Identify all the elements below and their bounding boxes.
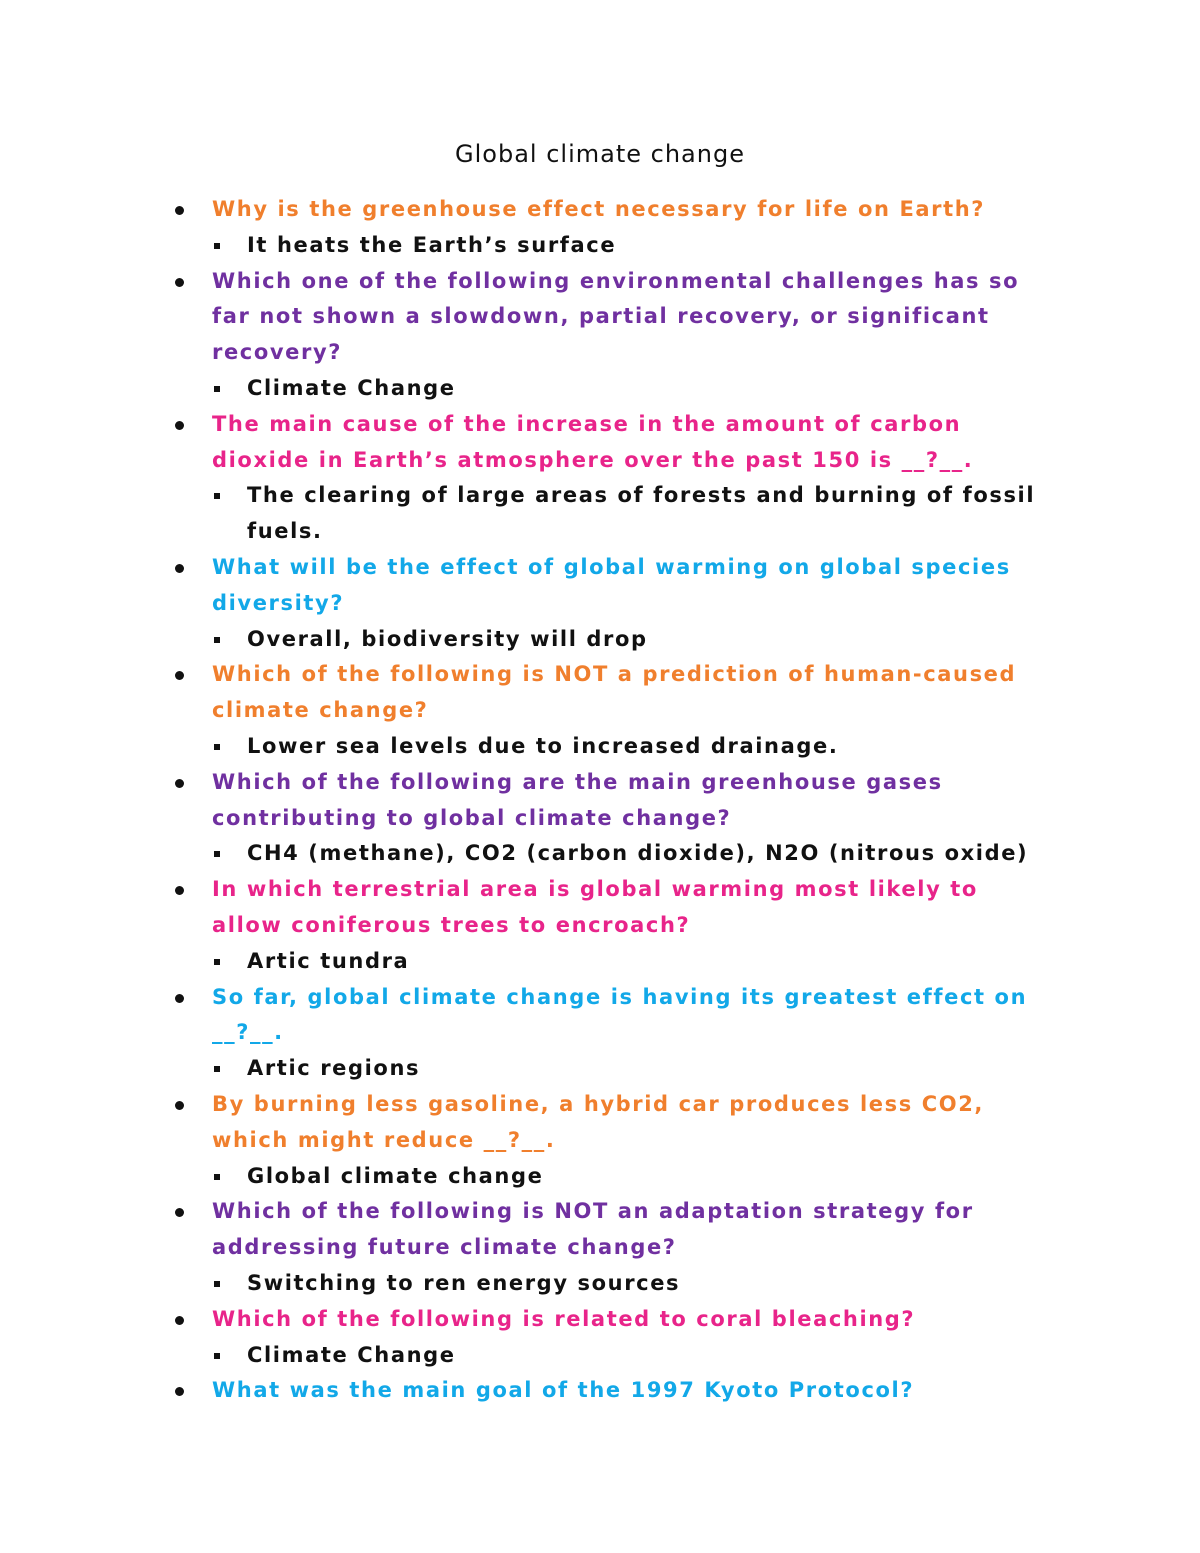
- answer-text: [172, 729, 1052, 765]
- question-text: [172, 1087, 1052, 1159]
- question-label: Which of the following is related to coral bleaching?: [212, 1306, 916, 1331]
- list-item: [172, 192, 1052, 264]
- round-bullet-icon: [175, 1208, 184, 1217]
- square-bullet-icon: [214, 959, 220, 965]
- question-text: [172, 192, 1052, 228]
- question-text: [172, 407, 1052, 479]
- answer-label: Global climate change: [247, 1163, 544, 1188]
- square-bullet-icon: [214, 851, 220, 857]
- question-text: [172, 1194, 1052, 1266]
- square-bullet-icon: [214, 1281, 220, 1287]
- list-item: [172, 1373, 1052, 1409]
- question-text: [172, 765, 1052, 837]
- round-bullet-icon: [175, 1316, 184, 1325]
- round-bullet-icon: [175, 564, 184, 573]
- square-bullet-icon: [214, 637, 220, 643]
- question-label: Which of the following is NOT an adaptation strategy for addressing future climate change?: [212, 1199, 974, 1260]
- square-bullet-icon: [214, 1174, 220, 1180]
- list-item: [172, 765, 1052, 872]
- answer-text: [172, 228, 1052, 264]
- answer-text: [172, 944, 1052, 980]
- question-label: By burning less gasoline, a hybrid car produces less CO2, which might reduce __?__.: [212, 1091, 984, 1152]
- answer-label: The clearing of large areas of forests and burning of fossil fuels.: [247, 483, 1036, 544]
- list-item: [172, 657, 1052, 764]
- round-bullet-icon: [175, 206, 184, 215]
- list-item: [172, 1302, 1052, 1374]
- answer-label: Lower sea levels due to increased drainage.: [247, 733, 839, 758]
- square-bullet-icon: [214, 744, 220, 750]
- question-text: [172, 657, 1052, 729]
- answer-label: It heats the Earth’s surface: [247, 232, 617, 257]
- answer-label: Artic tundra: [247, 948, 410, 973]
- list-item: [172, 550, 1052, 657]
- answer-text: [172, 836, 1052, 872]
- square-bullet-icon: [214, 1353, 220, 1359]
- question-text: [172, 550, 1052, 622]
- round-bullet-icon: [175, 994, 184, 1003]
- list-item: [172, 872, 1052, 979]
- question-label: Which one of the following environmental challenges has so far not shown a slowdown, partial recovery, or significant recovery?: [212, 268, 1020, 365]
- round-bullet-icon: [175, 671, 184, 680]
- question-answer-list: [172, 192, 1052, 1409]
- round-bullet-icon: [175, 1101, 184, 1110]
- answer-label: Switching to ren energy sources: [247, 1270, 681, 1295]
- answer-text: [172, 1159, 1052, 1195]
- answer-text: [172, 622, 1052, 658]
- question-label: What was the main goal of the 1997 Kyoto Protocol?: [212, 1378, 915, 1403]
- answer-text: [172, 478, 1052, 550]
- list-item: [172, 1194, 1052, 1301]
- answer-label: Climate Change: [247, 1342, 456, 1367]
- question-label: Which of the following are the main greenhouse gases contributing to global climate change?: [212, 769, 943, 830]
- answer-label: CH4 (methane), CO2 (carbon dioxide), N2O (nitrous oxide): [247, 841, 1029, 866]
- answer-text: [172, 1266, 1052, 1302]
- square-bullet-icon: [214, 243, 220, 249]
- square-bullet-icon: [214, 386, 220, 392]
- question-label: So far, global climate change is having its greatest effect on __?__.: [212, 984, 1028, 1045]
- answer-text: [172, 1338, 1052, 1374]
- square-bullet-icon: [214, 493, 220, 499]
- question-text: [172, 1373, 1052, 1409]
- round-bullet-icon: [175, 421, 184, 430]
- square-bullet-icon: [214, 1066, 220, 1072]
- question-text: [172, 1302, 1052, 1338]
- answer-text: [172, 1051, 1052, 1087]
- document-title: Global climate change: [455, 140, 745, 168]
- list-item: [172, 1087, 1052, 1194]
- question-label: Which of the following is NOT a prediction of human-caused climate change?: [212, 662, 1017, 723]
- answer-label: Climate Change: [247, 375, 456, 400]
- answer-label: Artic regions: [247, 1056, 421, 1081]
- round-bullet-icon: [175, 278, 184, 287]
- answer-label: Overall, biodiversity will drop: [247, 626, 648, 651]
- round-bullet-icon: [175, 779, 184, 788]
- list-item: [172, 407, 1052, 550]
- question-label: What will be the effect of global warming on global species diversity?: [212, 554, 1011, 615]
- answer-text: [172, 371, 1052, 407]
- question-text: [172, 980, 1052, 1052]
- question-label: Why is the greenhouse effect necessary for life on Earth?: [212, 197, 986, 221]
- list-item: [172, 264, 1052, 407]
- question-text: [172, 872, 1052, 944]
- round-bullet-icon: [175, 886, 184, 895]
- question-text: [172, 264, 1052, 371]
- question-label: In which terrestrial area is global warming most likely to allow coniferous trees to encroach?: [212, 877, 978, 937]
- list-item: [172, 980, 1052, 1087]
- round-bullet-icon: [175, 1387, 184, 1396]
- question-label: The main cause of the increase in the amount of carbon dioxide in Earth’s atmosphere over the past 150 is __?__.: [212, 411, 974, 472]
